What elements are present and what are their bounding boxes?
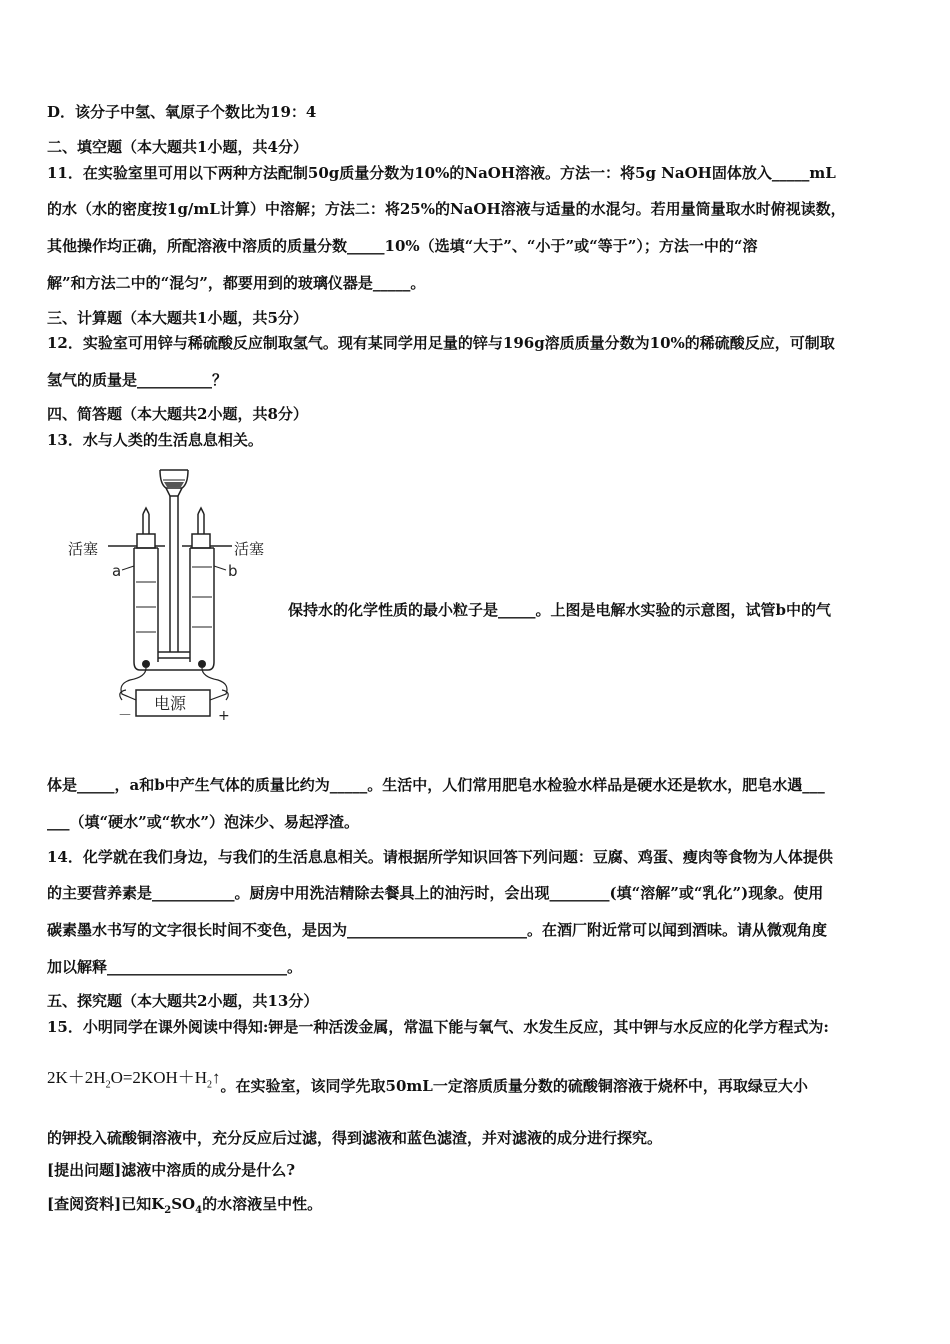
- q15-question: [提出问题]滤液中溶质的成分是什么?: [47, 1161, 295, 1179]
- tube-b-label: b: [228, 562, 238, 580]
- q14-line4: 加以解释________________________。: [47, 958, 303, 976]
- tube-a-label: a: [112, 562, 122, 580]
- q11-line1: 11．在实验室里可用以下两种方法配制50g质量分数为10%的NaOH溶液。方法一：将5g NaOH固体放入_____mL: [47, 164, 836, 182]
- q14-line2: 的主要营养素是___________。厨房中用洗洁精除去餐具上的油污时，会出现________(填“溶解”或“乳化”)现象。使用: [47, 884, 824, 902]
- plus-sign: +: [218, 708, 230, 724]
- q13-line3: 体是_____，a和b中产生气体的质量比约为_____。生活中，人们常用肥皂水检验水样品是硬水还是软水，肥皂水遇___: [47, 776, 825, 794]
- section-4-heading: 四、简答题（本大题共2小题，共8分）: [47, 405, 308, 423]
- q14-line3: 碳素墨水书写的文字很长时间不变色，是因为________________________。在酒厂附近常可以闻到酒味。请从微观角度: [47, 921, 828, 939]
- q12-line1: 12．实验室可用锌与稀硫酸反应制取氢气。现有某同学用足量的锌与196g溶质质量分数为10%的稀硫酸反应，可制取: [47, 334, 835, 352]
- power-supply-label: 电源: [154, 694, 187, 713]
- reaction-equation: $2K+2H_2O=2KOH+H_2↑$: [47, 1068, 221, 1091]
- q11-line3: 其他操作均正确，所配溶液中溶质的质量分数_____10%（选填“大于”、“小于”或“等于”）；方法一中的“溶: [47, 237, 758, 255]
- q15-line1: 15．小明同学在课外阅读中得知:钾是一种活泼金属，常温下能与氧气、水发生反应，其中钾与水反应的化学方程式为:: [47, 1018, 829, 1036]
- electrolysis-diagram: [60, 462, 290, 727]
- tube-a-icon: [134, 508, 158, 662]
- q11-line4: 解”和方法二中的“混匀”，都要用到的玻璃仪器是_____。: [47, 274, 426, 292]
- q11-line2: 的水（水的密度按1g/mL计算）中溶解；方法二：将25%的NaOH溶液与适量的水混匀。若用量筒量取水时俯视读数，: [47, 200, 846, 218]
- tube-b-icon: [190, 508, 214, 662]
- q14-line1: 14．化学就在我们身边，与我们的生活息息相关。请根据所学知识回答下列问题：豆腐、鸡蛋、瘦肉等食物为人体提供: [47, 848, 833, 866]
- section-5-heading: 五、探究题（本大题共2小题，共13分）: [47, 992, 319, 1010]
- left-valve-label: 活塞: [68, 540, 99, 558]
- right-valve-label: 活塞: [234, 540, 265, 558]
- q15-line2: $2K+2H_2O=2KOH+H_2↑$。在实验室，该同学先取50mL一定溶质质量分数的硫酸铜溶液于烧杯中，再取绿豆大小: [47, 1068, 808, 1095]
- section-2-heading: 二、填空题（本大题共1小题，共4分）: [47, 138, 308, 156]
- q13-line2: 保持水的化学性质的最小粒子是_____。上图是电解水实验的示意图，试管b中的气: [288, 601, 831, 619]
- funnel-icon: [160, 470, 188, 652]
- q13-line1: 13．水与人类的生活息息相关。: [47, 431, 263, 449]
- minus-sign: －: [118, 708, 132, 724]
- q15-reference: [查阅资料]已知$K_2SO_4$的水溶液呈中性。: [47, 1195, 323, 1216]
- option-d: D．该分子中氢、氧原子个数比为19：4: [47, 103, 317, 121]
- section-3-heading: 三、计算题（本大题共1小题，共5分）: [47, 309, 308, 327]
- q12-line2: 氢气的质量是__________？: [47, 371, 228, 389]
- q15-line3: 的钾投入硫酸铜溶液中，充分反应后过滤，得到滤液和蓝色滤渣，并对滤液的成分进行探究。: [47, 1129, 663, 1147]
- q13-line4: ___（填“硬水”或“软水”）泡沫少、易起浮渣。: [47, 813, 360, 831]
